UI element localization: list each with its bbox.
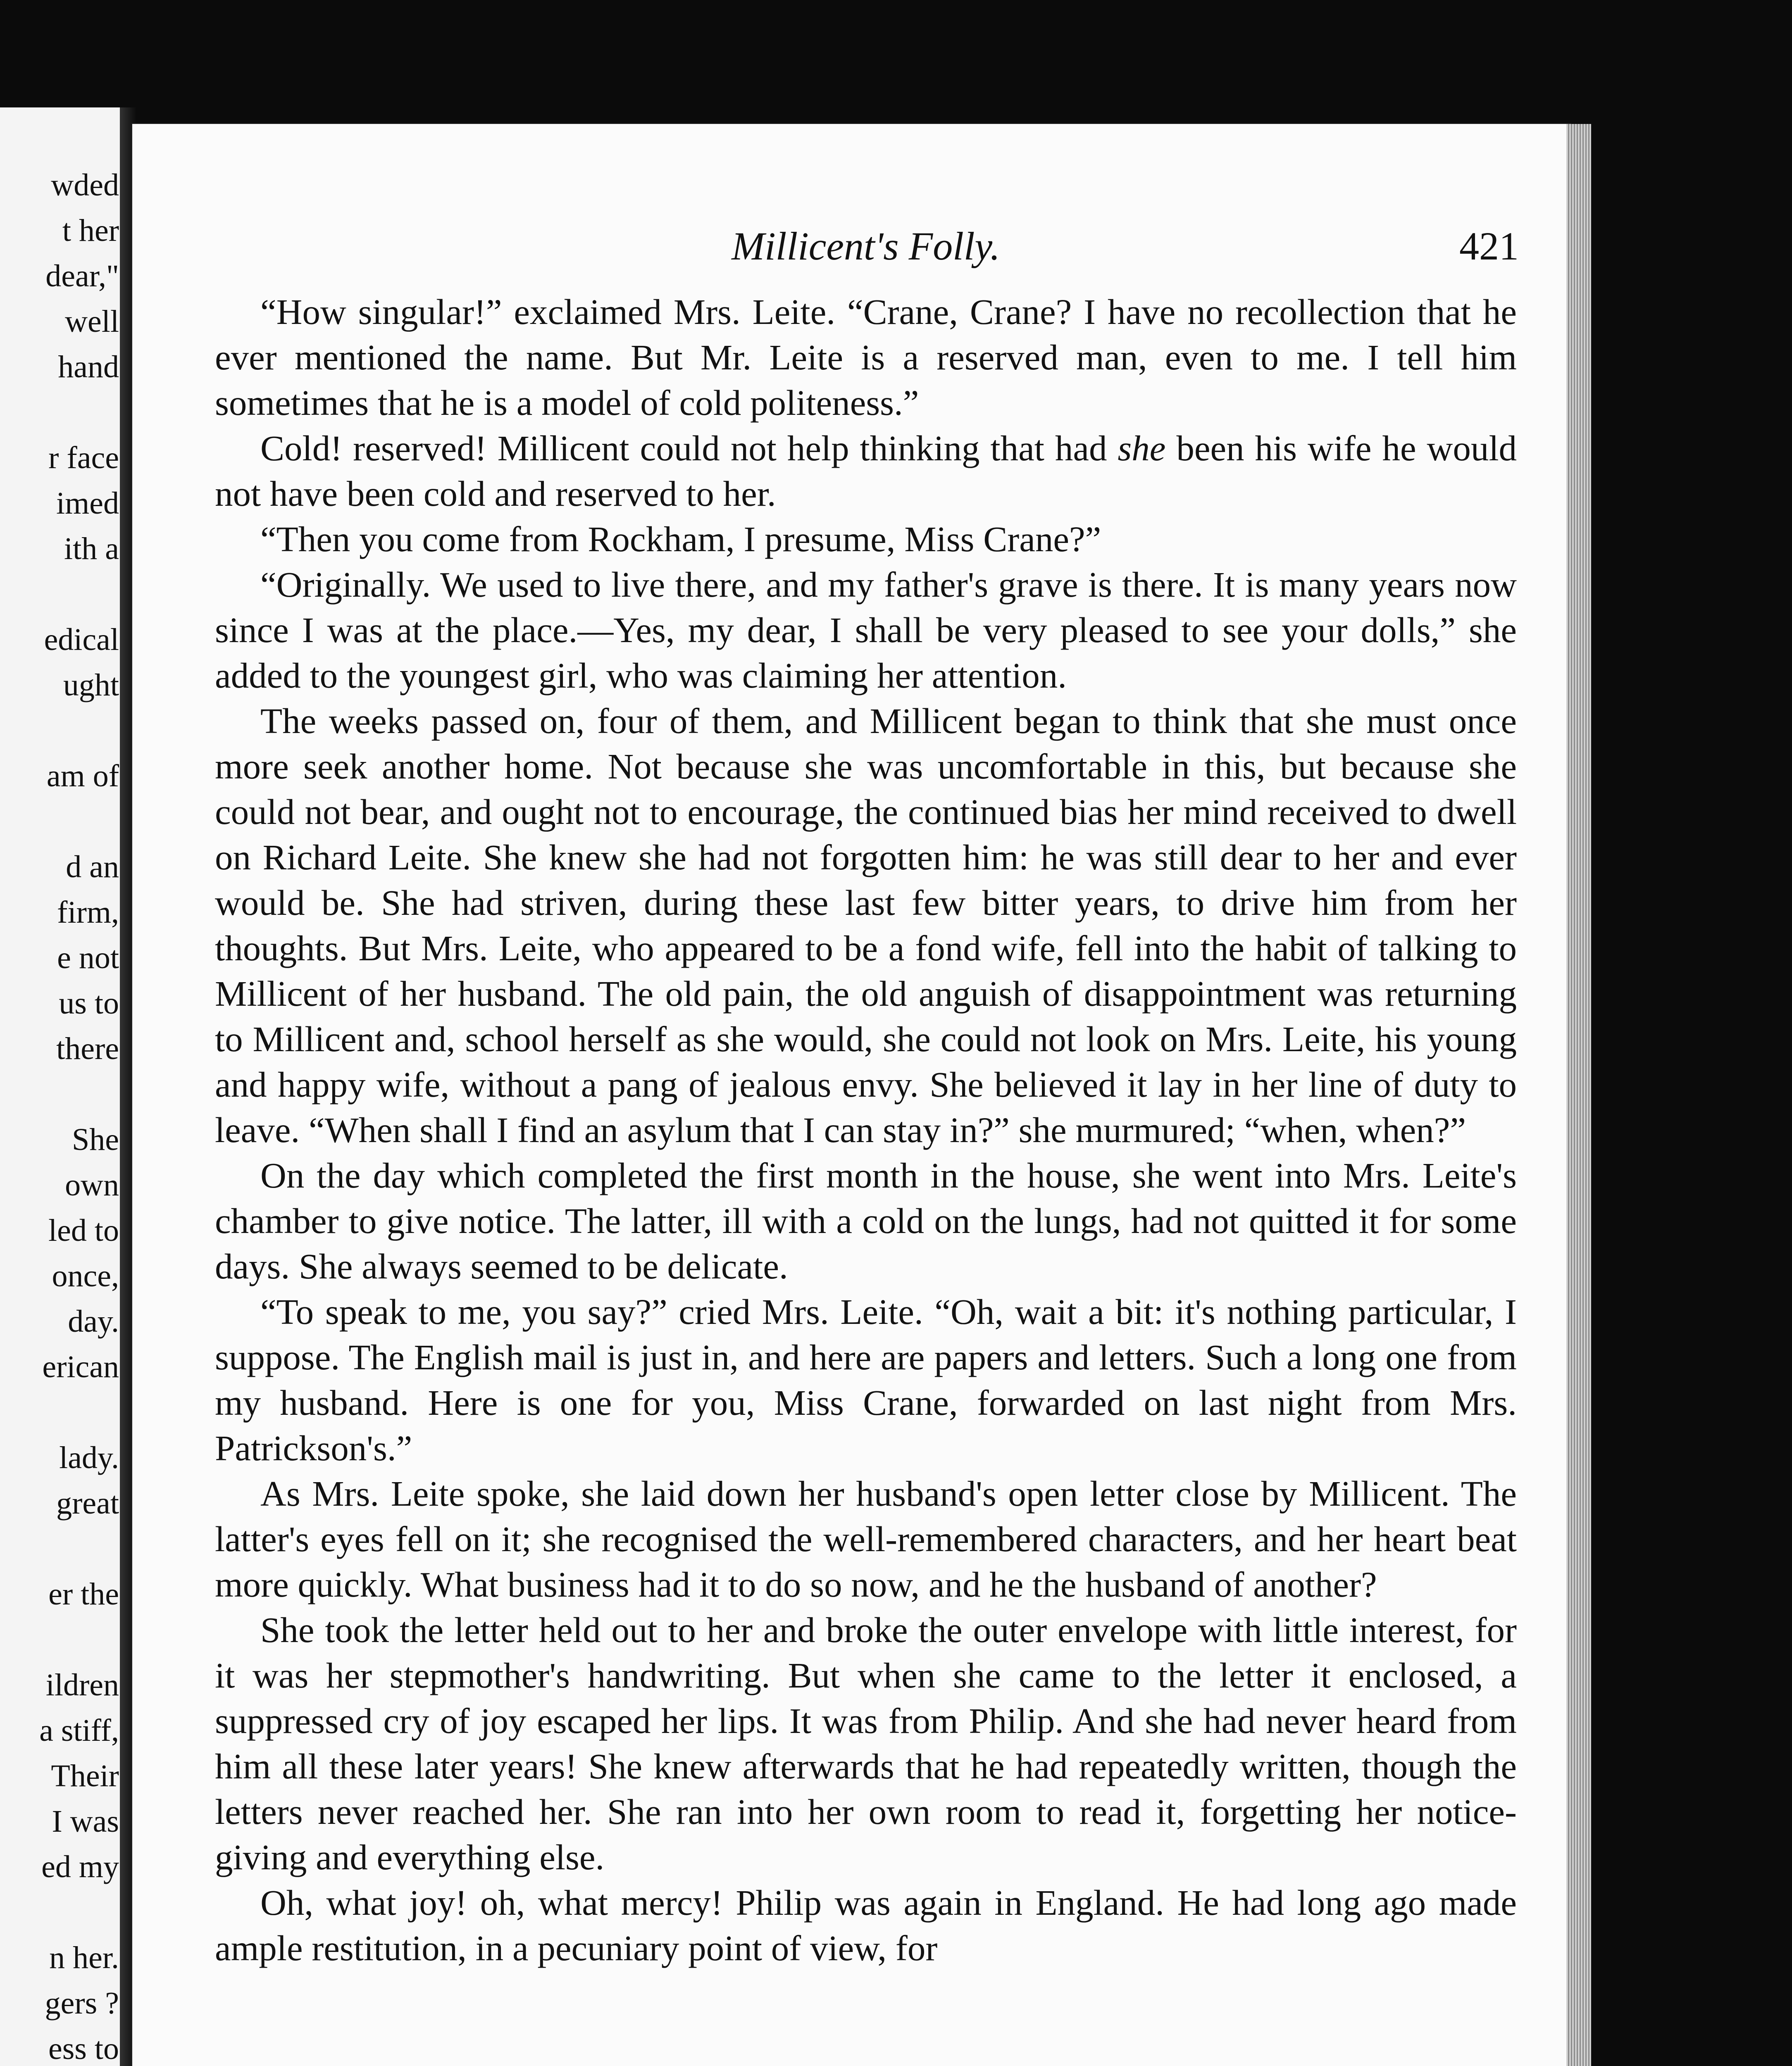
left-page-fragment: am of — [46, 759, 119, 793]
left-page-fragment: ed my — [41, 1849, 119, 1884]
running-title: Millicent's Folly. — [732, 224, 1000, 268]
emphasis-word: she — [1118, 428, 1166, 468]
left-page-fragment: once, — [52, 1259, 119, 1293]
paragraph: On the day which completed the first month in the house, she went into Mrs. Leite's chamber to give notice. The latter, ill with a cold on the lungs, had not quitted it for some days. She always seemed to be delicate. — [215, 1155, 1517, 1286]
paragraph: “To speak to me, you say?” cried Mrs. Leite. “Oh, wait a bit: it's nothing particular, I suppose. The English mail is just in, and here are papers and letters. Such a long one from my husband. Here is one for you, Miss Crane, forwarded on last night from Mrs. Patrickson's.” — [215, 1292, 1517, 1468]
running-head — [196, 223, 1535, 273]
left-page-fragment: ught — [63, 668, 119, 702]
paragraph: Oh, what joy! oh, what mercy! Philip was again in England. He had long ago made ample restitution, in a pecuniary point of view, for — [215, 1883, 1517, 1968]
left-page-fragment: dear," — [45, 259, 119, 293]
paragraph: As Mrs. Leite spoke, she laid down her husband's open letter close by Millicent. The latter's eyes fell on it; she recognised the well-remembered characters, and her heart beat more quickly. What business had it to do so now, and he the husband of another? — [215, 1473, 1517, 1604]
paragraph-with-emphasis: Cold! reserved! Millicent could not help thinking that had she been his wife he would not have been cold and reserved to her. — [215, 428, 1517, 514]
paragraph: “Then you come from Rockham, I presume, Miss Crane?” — [260, 519, 1101, 559]
left-page-fragment: lady. — [59, 1440, 119, 1475]
page-edge-stack — [1566, 124, 1591, 2066]
left-page-fragment: ess to — [48, 2031, 119, 2066]
paragraph: The weeks passed on, four of them, and Millicent began to think that she must once more seek another home. Not because she was uncomfortable in this, but because she could not bear, and ought not to encourage, the continued bias her mind received to dwell on Richard Leite. She knew she had not forgotten him: he was still dear to her and ever would be. She had striven, during these last few bitter years, to drive him from her thoughts. But Mrs. Leite, who appeared to be a fond wife, fell into the habit of talking to Millicent of her husband. The old pain, the old anguish of disappointment was returning to Millicent and, school herself as she would, she could not look on Mrs. Leite, his young and happy wife, without a pang of jealous envy. She believed it lay in her line of duty to leave. “When shall I find an asylum that I can stay in?” she murmured; “when, when?” — [215, 701, 1517, 1150]
left-page-fragment: e not — [57, 940, 119, 975]
left-page-fragment: led to — [48, 1213, 119, 1248]
paragraph: “Originally. We used to live there, and my father's grave is there. It is many years now since I was at the place.—Yes, my dear, I shall be very pleased to see your dolls,” she added to the youngest girl, who was claiming her attention. — [215, 564, 1517, 695]
left-page-fragment: well — [65, 304, 119, 339]
left-page-fragment: Their — [51, 1759, 119, 1793]
left-page-fragment: erican — [42, 1350, 119, 1384]
left-page-fragment: day. — [68, 1304, 119, 1339]
left-page-fragment: I was — [52, 1804, 119, 1839]
left-page-fragment: imed — [56, 486, 119, 521]
left-page-fragment: She — [72, 1122, 119, 1157]
paragraph: She took the letter held out to her and broke the outer envelope with little interest, for it was her stepmother's handwriting. But when she came to the letter it enclosed, a suppressed cry of joy escaped her lips. It was from Philip. And she had never heard from him all these later years! She knew afterwards that he had repeatedly written, though the letters never reached her. She ran into her own room to read it, forgetting her notice-giving and everything else. — [215, 1610, 1517, 1877]
left-page-fragment: ildren — [45, 1668, 119, 1702]
book-page — [132, 124, 1570, 2066]
left-page-fragment: edical — [44, 622, 119, 657]
left-page-fragment: ith a — [64, 531, 119, 566]
body-text — [215, 289, 1517, 2066]
left-page-fragment: firm, — [57, 895, 119, 930]
left-facing-page — [0, 107, 124, 2066]
page-number: 421 — [1459, 224, 1519, 268]
left-page-fragment: n her. — [49, 1940, 119, 1975]
left-page-fragment: a stiff, — [39, 1713, 119, 1748]
left-page-fragment: t her — [62, 213, 119, 248]
left-page-fragment: wded — [51, 168, 119, 202]
left-page-fragment: own — [65, 1168, 119, 1202]
left-page-fragment: er the — [48, 1577, 119, 1611]
left-page-fragment: r face — [48, 440, 119, 475]
left-page-fragment: d an — [66, 850, 119, 884]
left-page-fragment: great — [56, 1486, 119, 1521]
left-page-fragment: us to — [59, 986, 119, 1021]
paragraph: “How singular!” exclaimed Mrs. Leite. “Crane, Crane? I have no recollection that he ever mentioned the name. But Mr. Leite is a reserved man, even to me. I tell him sometimes that he is a model of cold politeness.” — [215, 292, 1517, 423]
left-page-fragment: there — [56, 1031, 119, 1066]
left-page-fragment: hand — [58, 350, 119, 384]
left-page-fragment: gers ? — [45, 1986, 119, 2021]
